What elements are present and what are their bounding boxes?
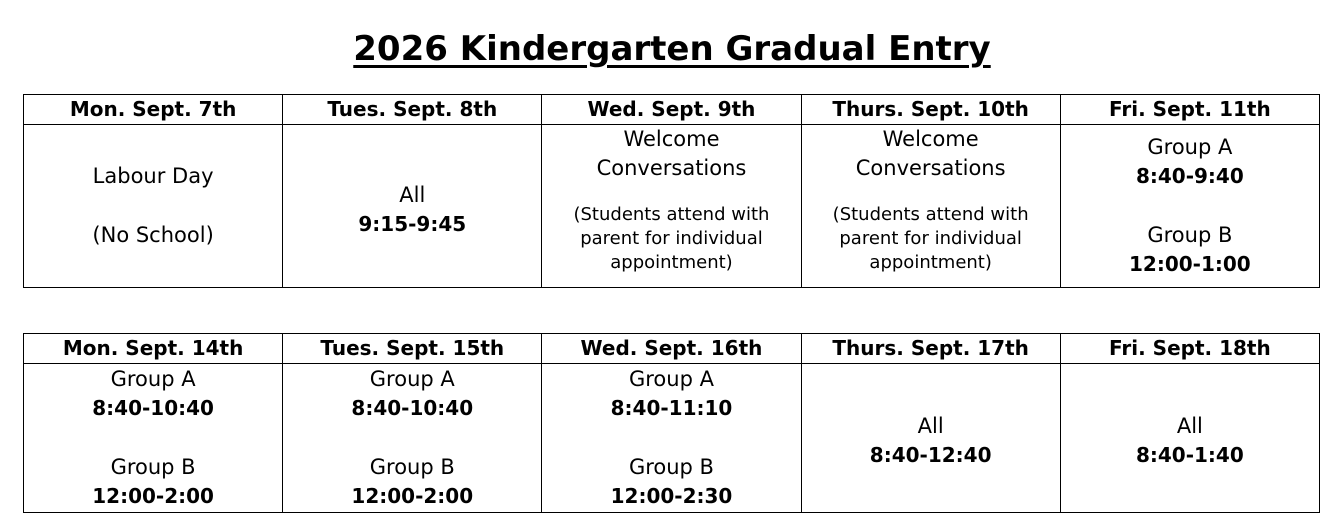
cell-thu-sept-10 [801, 125, 1060, 288]
conversations-label: Conversations [596, 156, 747, 180]
cell-wed-sept-9 [542, 125, 801, 288]
header-thu-sept-10: Thurs. Sept. 10th [801, 95, 1060, 125]
cell-fri-sept-18 [1060, 364, 1319, 513]
week1-schedule-table [23, 94, 1320, 288]
welcome-label: Welcome [882, 127, 979, 151]
group-label: All [1176, 414, 1203, 438]
appointment-note-line1: (Students attend with [832, 204, 1029, 225]
header-fri-sept-11: Fri. Sept. 11th [1060, 95, 1319, 125]
group-b-label: Group B [369, 455, 455, 479]
header-wed-sept-9: Wed. Sept. 9th [542, 95, 801, 125]
header-fri-sept-18: Fri. Sept. 18th [1060, 334, 1319, 364]
cell-mon-sept-14 [24, 364, 283, 513]
holiday-name: Labour Day [92, 164, 214, 188]
group-b-time: 12:00-2:00 [92, 484, 214, 508]
cell-tue-sept-15 [283, 364, 542, 513]
page-title [0, 26, 1344, 72]
group-a-time: 8:40-9:40 [1135, 164, 1244, 188]
group-b-label: Group B [628, 455, 714, 479]
time-range: 8:40-1:40 [1135, 443, 1244, 467]
group-label: All [399, 183, 426, 207]
group-a-time: 8:40-10:40 [351, 396, 474, 420]
week2-schedule-table [23, 333, 1320, 513]
week1-body-row [24, 125, 1320, 288]
group-b-label: Group B [1147, 223, 1233, 247]
page-title-text: 2026 Kindergarten Gradual Entry [353, 29, 991, 69]
header-wed-sept-16: Wed. Sept. 16th [542, 334, 801, 364]
group-b-time: 12:00-1:00 [1129, 252, 1251, 276]
cell-fri-sept-11 [1060, 125, 1319, 288]
conversations-label: Conversations [855, 156, 1006, 180]
group-b-time: 12:00-2:00 [351, 484, 474, 508]
group-a-label: Group A [110, 367, 196, 391]
group-a-label: Group A [369, 367, 455, 391]
group-b-time: 12:00-2:30 [610, 484, 733, 508]
cell-mon-sept-7 [24, 125, 283, 288]
group-a-label: Group A [1147, 135, 1233, 159]
cell-wed-sept-16 [542, 364, 801, 513]
header-mon-sept-7: Mon. Sept. 7th [24, 95, 283, 125]
group-a-time: 8:40-10:40 [92, 396, 214, 420]
group-a-time: 8:40-11:10 [610, 396, 733, 420]
cell-tue-sept-8 [283, 125, 542, 288]
welcome-label: Welcome [623, 127, 720, 151]
group-label: All [917, 414, 944, 438]
time-range: 8:40-12:40 [869, 443, 992, 467]
time-range: 9:15-9:45 [358, 212, 467, 236]
appointment-note-line2: parent for individual [839, 228, 1022, 249]
week2-body-row [24, 364, 1320, 513]
week2-header-row [24, 334, 1320, 364]
header-mon-sept-14: Mon. Sept. 14th [24, 334, 283, 364]
appointment-note-line1: (Students attend with [573, 204, 770, 225]
no-school-note: (No School) [92, 223, 214, 247]
cell-thu-sept-17 [801, 364, 1060, 513]
group-b-label: Group B [110, 455, 196, 479]
appointment-note-line3: appointment) [869, 252, 992, 273]
header-tue-sept-8: Tues. Sept. 8th [283, 95, 542, 125]
appointment-note-line3: appointment) [610, 252, 733, 273]
group-a-label: Group A [628, 367, 714, 391]
header-tue-sept-15: Tues. Sept. 15th [283, 334, 542, 364]
appointment-note-line2: parent for individual [580, 228, 763, 249]
header-thu-sept-17: Thurs. Sept. 17th [801, 334, 1060, 364]
week1-header-row [24, 95, 1320, 125]
